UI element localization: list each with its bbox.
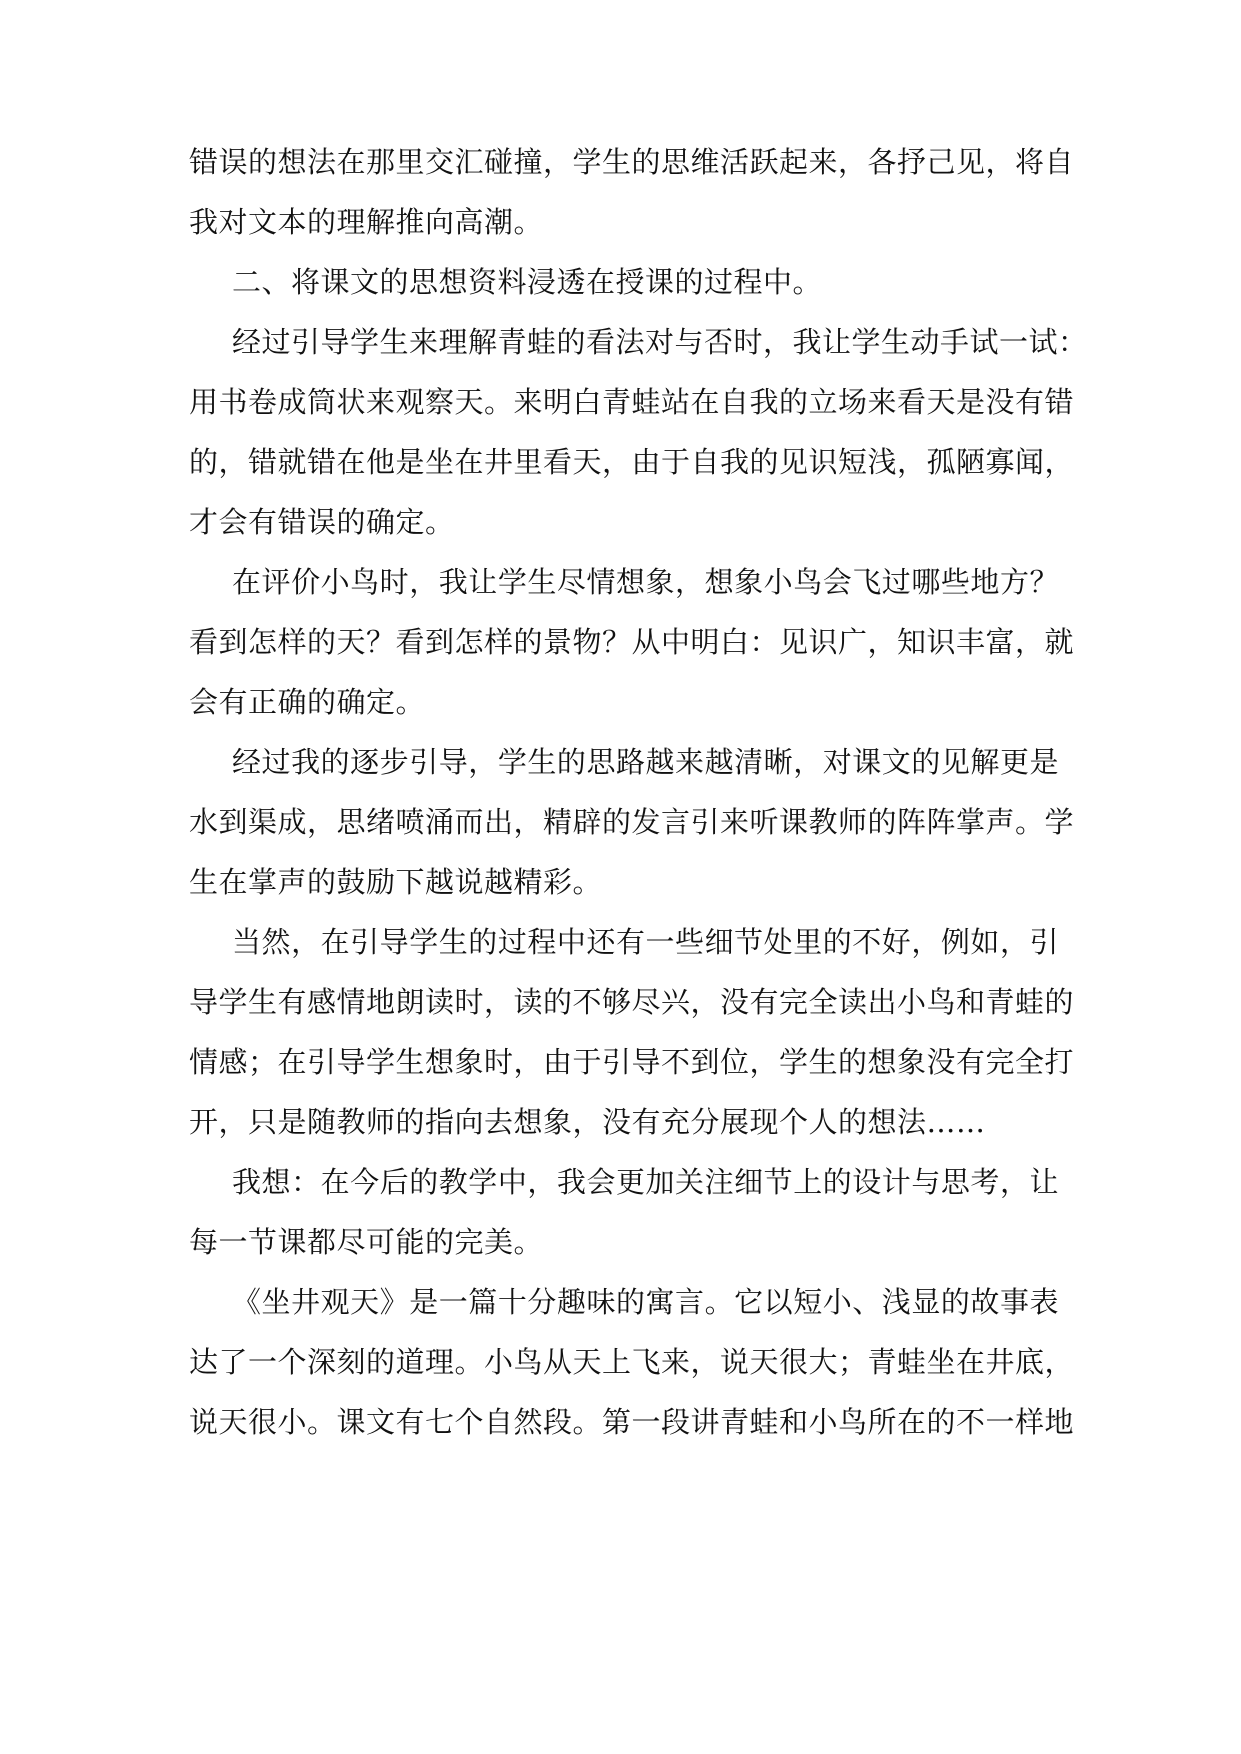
text-line: 经过引导学生来理解青蛙的看法对与否时，我让学生动手试一试： — [232, 325, 1088, 359]
text-line: 的，错就错在他是坐在井里看天，由于自我的见识短浅，孤陋寡闻， — [189, 445, 1075, 479]
text-line: 用书卷成筒状来观察天。来明白青蛙站在自我的立场来看天是没有错 — [189, 385, 1075, 419]
text-line: 会有正确的确定。 — [189, 685, 426, 719]
text-line: 生在掌声的鼓励下越说越精彩。 — [189, 865, 603, 899]
text-line: 情感；在引导学生想象时，由于引导不到位，学生的想象没有完全打 — [189, 1045, 1075, 1079]
text-line: 当然，在引导学生的过程中还有一些细节处里的不好，例如，引 — [232, 925, 1059, 959]
text-line: 开，只是随教师的指向去想象，没有充分展现个人的想法…… — [189, 1105, 986, 1139]
text-line: 看到怎样的天？看到怎样的景物？从中明白：见识广，知识丰富，就 — [189, 625, 1075, 659]
text-line: 错误的想法在那里交汇碰撞，学生的思维活跃起来，各抒己见，将自 — [189, 145, 1075, 179]
text-line: 《坐井观天》是一篇十分趣味的寓言。它以短小、浅显的故事表 — [232, 1285, 1059, 1319]
section-heading: 二、将课文的思想资料浸透在授课的过程中。 — [232, 265, 823, 299]
text-line: 在评价小鸟时，我让学生尽情想象，想象小鸟会飞过哪些地方？ — [232, 565, 1059, 599]
text-line: 才会有错误的确定。 — [189, 505, 455, 539]
text-line: 导学生有感情地朗读时，读的不够尽兴，没有完全读出小鸟和青蛙的 — [189, 985, 1075, 1019]
text-line: 我想：在今后的教学中，我会更加关注细节上的设计与思考，让 — [232, 1165, 1059, 1199]
text-line: 说天很小。课文有七个自然段。第一段讲青蛙和小鸟所在的不一样地 — [189, 1405, 1075, 1439]
text-line: 我对文本的理解推向高潮。 — [189, 205, 544, 239]
text-line: 达了一个深刻的道理。小鸟从天上飞来，说天很大；青蛙坐在井底， — [189, 1345, 1075, 1379]
text-line: 水到渠成，思绪喷涌而出，精辟的发言引来听课教师的阵阵掌声。学 — [189, 805, 1075, 839]
text-line: 经过我的逐步引导，学生的思路越来越清晰，对课文的见解更是 — [232, 745, 1059, 779]
text-line: 每一节课都尽可能的完美。 — [189, 1225, 544, 1259]
